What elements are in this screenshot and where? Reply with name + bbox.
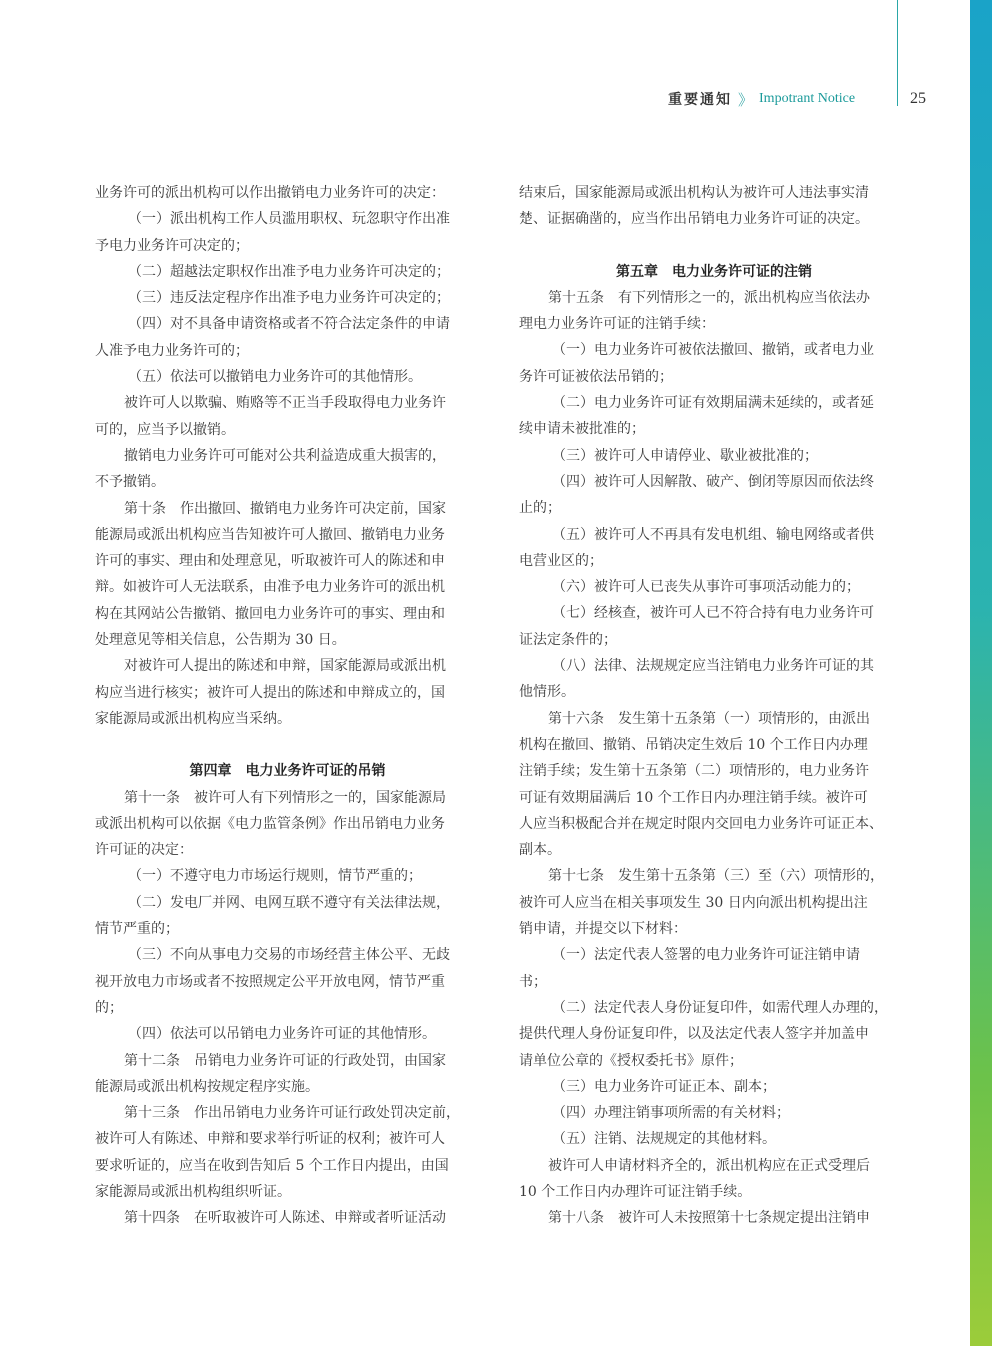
text-line: 构在其网站公告撤销、撤回电力业务许可的事实、理由和 [95, 605, 445, 622]
text-line: （一）不遵守电力市场运行规则，情节严重的； [128, 868, 422, 885]
text-line: 视开放电力市场或者不按照规定公平开放电网，情节严重 [95, 973, 445, 990]
text-line: 第十六条 发生第十五条第（一）项情形的，由派出 [548, 710, 870, 727]
text-line: 或派出机构可以依据《电力监管条例》作出吊销电力业务 [95, 815, 445, 832]
text-line: 结束后，国家能源局或派出机构认为被许可人违法事实清 [519, 185, 869, 201]
text-line: （六）被许可人已丧失从事许可事项活动能力的； [552, 579, 860, 596]
spacer [95, 732, 480, 758]
text-line: 书； [519, 973, 547, 990]
text-line: 对被许可人提出的陈述和申辩，国家能源局或派出机 [124, 658, 446, 675]
text-line: 撤销电力业务许可可能对公共利益造成重大损害的， [124, 447, 446, 464]
chapter-heading: 第四章 电力业务许可证的吊销 [189, 763, 386, 780]
text-line: 第十八条 被许可人未按照第十七条规定提出注销申 [548, 1210, 870, 1227]
text-line: （四）办理注销事项所需的有关材料； [552, 1105, 790, 1122]
text-line: 许可证的决定： [95, 842, 193, 859]
text-line: 构应当进行核实；被许可人提出的陈述和申辩成立的，国 [95, 684, 445, 701]
chapter-heading: 第五章 电力业务许可证的注销 [616, 263, 812, 280]
text-line: 提供代理人身份证复印件，以及法定代表人签字并加盖申 [519, 1026, 869, 1043]
header-separator-icon: 》 [738, 90, 754, 109]
text-line: 第十五条 有下列情形之一的，派出机构应当依法办 [548, 289, 870, 306]
text-line: （三）被许可人申请停业、歇业被批准的； [552, 447, 818, 464]
text-line: 被许可人有陈述、申辩和要求举行听证的权利；被许可人 [95, 1131, 445, 1148]
text-line: 机构在撤回、撤销、吊销决定生效后 10 个工作日内办理 [519, 736, 868, 753]
text-line: 许可的事实、理由和处理意见，听取被许可人的陈述和申 [95, 553, 445, 570]
text-line: 注销手续；发生第十五条第（二）项情形的，电力业务许 [519, 763, 869, 780]
text-line: 第十七条 发生第十五条第（三）至（六）项情形的， [548, 868, 884, 885]
text-line: 第十条 作出撤回、撤销电力业务许可决定前，国家 [124, 500, 446, 517]
text-line: （二）超越法定职权作出准予电力业务许可决定的； [128, 263, 450, 280]
text-line: （三）违反法定程序作出准予电力业务许可决定的； [128, 290, 450, 307]
text-line: 第十一条 被许可人有下列情形之一的，国家能源局 [124, 789, 446, 806]
page-number: 25 [910, 90, 926, 107]
text-line: 家能源局或派出机构组织听证。 [95, 1183, 291, 1200]
text-line: 10 个工作日内办理许可证注销手续。 [519, 1183, 752, 1200]
text-line: 情节严重的； [95, 921, 179, 938]
text-line: （二）电力业务许可证有效期届满未延续的，或者延 [552, 395, 874, 412]
text-line: 电营业区的； [519, 552, 603, 569]
text-line: 被许可人申请材料齐全的，派出机构应在正式受理后 [548, 1157, 870, 1174]
text-line: 辩。如被许可人无法联系，由准予电力业务许可的派出机 [95, 579, 445, 596]
text-line: 能源局或派出机构应当告知被许可人撤回、撤销电力业务 [95, 526, 445, 543]
text-line: 务许可证被依法吊销的； [519, 368, 673, 385]
text-line: （一）电力业务许可被依法撤回、撤销，或者电力业 [552, 342, 874, 359]
text-line: 处理意见等相关信息，公告期为 30 日。 [95, 632, 346, 649]
text-line: （五）注销、法规规定的其他材料。 [552, 1131, 776, 1148]
text-line: （五）被许可人不再具有发电机组、输电网络或者供 [552, 526, 874, 543]
header-title-cn: 重要通知 [668, 92, 732, 108]
text-line: （五）依法可以撤销电力业务许可的其他情形。 [128, 369, 422, 386]
text-line: 予电力业务许可决定的； [95, 237, 249, 254]
text-line: （八）法律、法规规定应当注销电力业务许可证的其 [552, 658, 874, 675]
text-line: 家能源局或派出机构应当采纳。 [95, 710, 291, 727]
text-line: 可证有效期届满后 10 个工作日内办理注销手续。被许可 [519, 789, 868, 806]
text-line: （四）对不具备申请资格或者不符合法定条件的申请 [128, 316, 450, 333]
page-header [668, 88, 948, 110]
text-line: 的； [95, 999, 123, 1016]
text-line: （七）经核查，被许可人已不符合持有电力业务许可 [552, 605, 874, 622]
text-line: 证法定条件的； [519, 631, 617, 648]
text-line: 续申请未被批准的； [519, 421, 645, 438]
text-line: 能源局或派出机构按规定程序实施。 [95, 1078, 319, 1095]
text-line: 止的； [519, 500, 561, 517]
side-color-bar [970, 0, 992, 1346]
text-line: 第十三条 作出吊销电力业务许可证行政处罚决定前， [124, 1105, 460, 1122]
text-line: 第十四条 在听取被许可人陈述、申辩或者听证活动 [124, 1210, 446, 1227]
header-title-en: Impotrant Notice [759, 91, 856, 106]
text-line: 业务许可的派出机构可以作出撤销电力业务许可的决定： [95, 185, 445, 201]
text-line: 人应当积极配合并在规定时限内交回电力业务许可证正本、 [519, 815, 883, 832]
right-column [519, 180, 909, 1232]
text-line: 被许可人以欺骗、贿赂等不正当手段取得电力业务许 [124, 395, 446, 412]
text-line: （二）发电厂并网、电网互联不遵守有关法律法规， [128, 894, 450, 911]
text-line: 不予撤销。 [95, 474, 165, 491]
text-line: 销申请，并提交以下材料： [519, 921, 687, 938]
text-line: （二）法定代表人身份证复印件，如需代理人办理的， [552, 999, 888, 1016]
text-line: （四）依法可以吊销电力业务许可证的其他情形。 [128, 1026, 436, 1043]
left-column [95, 180, 480, 1232]
text-line: 请单位公章的《授权委托书》原件； [519, 1052, 743, 1069]
text-line: （一）派出机构工作人员滥用职权、玩忽职守作出准 [128, 211, 450, 228]
text-line: （三）不向从事电力交易的市场经营主体公平、无歧 [128, 947, 450, 964]
text-line: 可的，应当予以撤销。 [95, 421, 235, 438]
text-line: 第十二条 吊销电力业务许可证的行政处罚，由国家 [124, 1052, 446, 1069]
text-line: 他情形。 [519, 684, 575, 701]
text-line: 理电力业务许可证的注销手续： [519, 316, 715, 333]
text-line: （三）电力业务许可证正本、副本； [552, 1078, 776, 1095]
text-line: 被许可人应当在相关事项发生 30 日内向派出机构提出注 [519, 894, 868, 911]
text-line: （四）被许可人因解散、破产、倒闭等原因而依法终 [552, 473, 874, 490]
text-line: （一）法定代表人签署的电力业务许可证注销申请 [552, 947, 860, 964]
text-line: 楚、证据确凿的，应当作出吊销电力业务许可证的决定。 [519, 211, 869, 228]
text-line: 要求听证的，应当在收到告知后 5 个工作日内提出，由国 [95, 1157, 449, 1174]
text-line: 人准予电力业务许可的； [95, 342, 249, 359]
text-line: 副本。 [519, 842, 561, 859]
spacer [519, 233, 909, 259]
